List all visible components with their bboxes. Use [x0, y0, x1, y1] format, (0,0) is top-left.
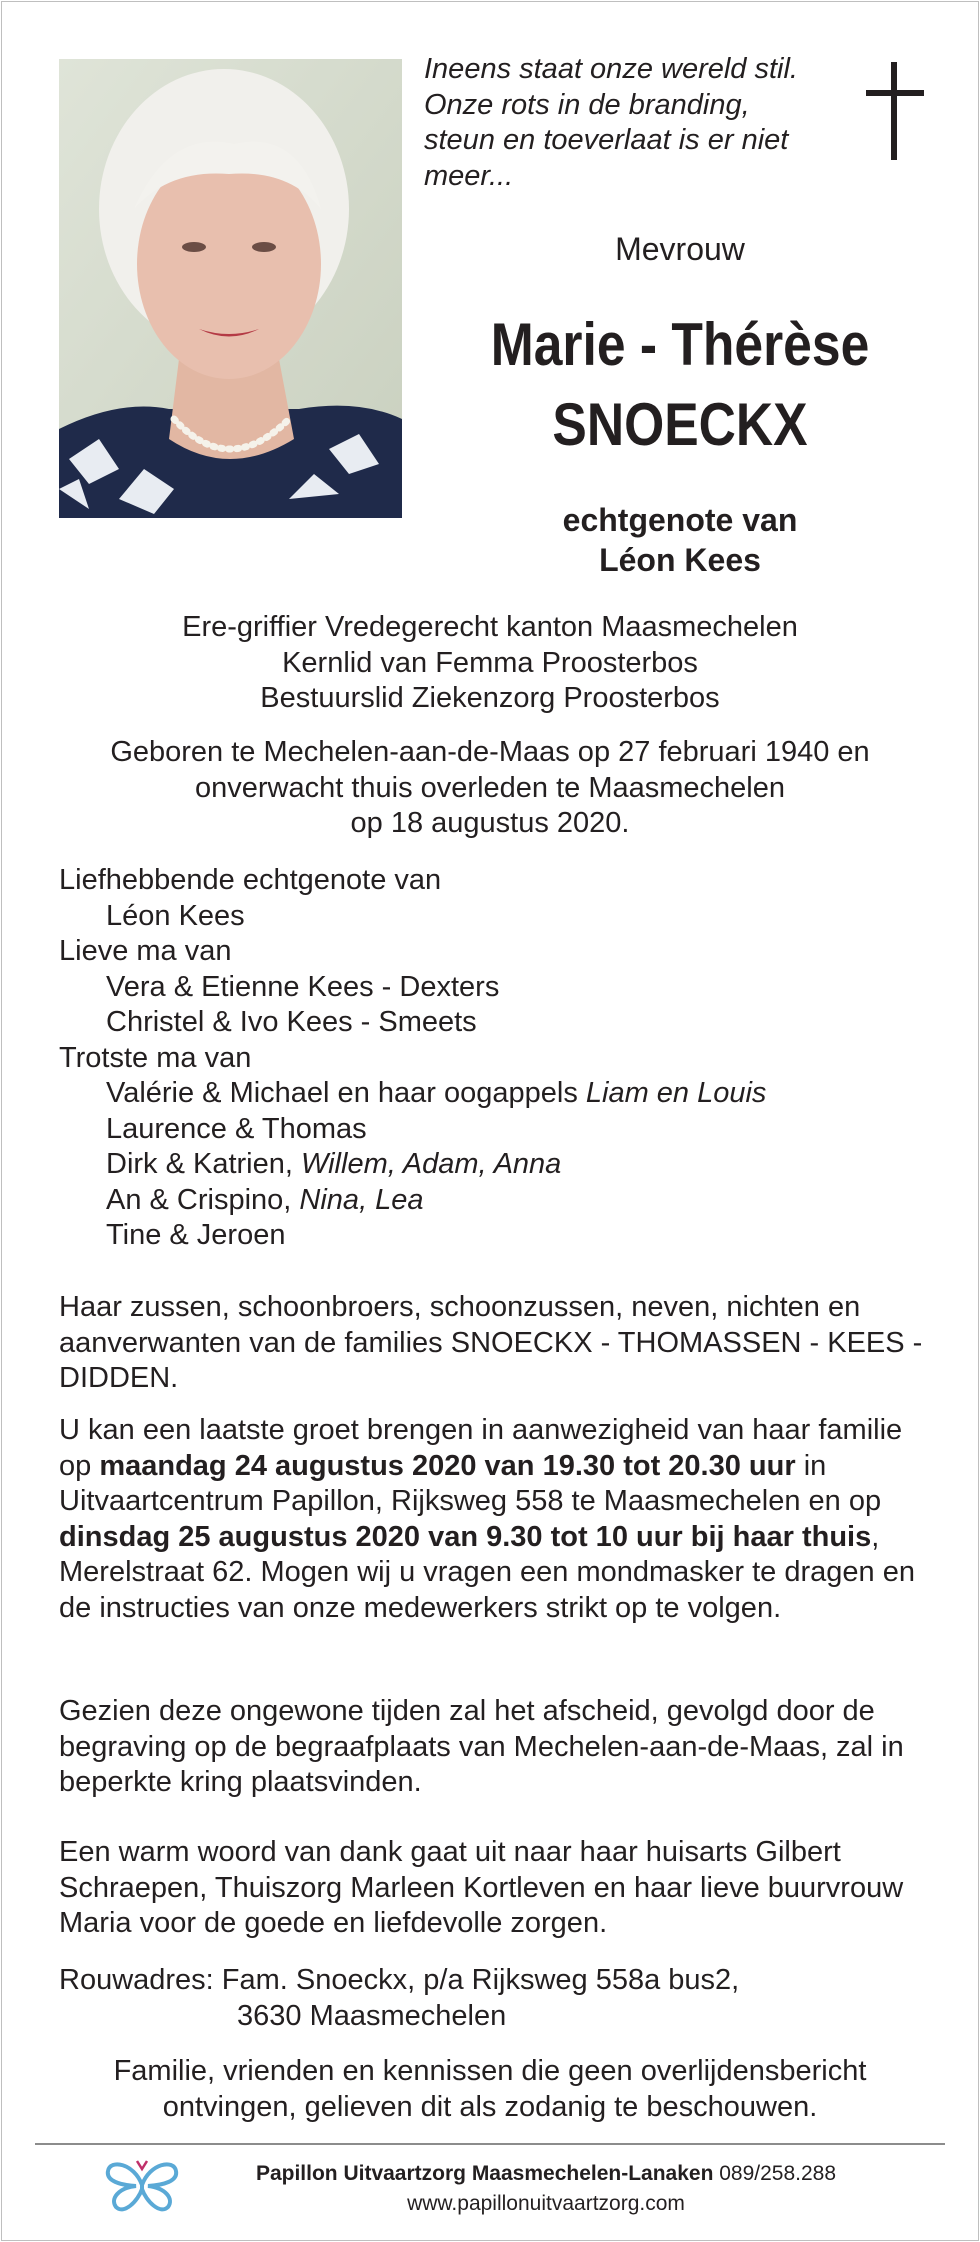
function-line: Kernlid van Femma Proosterbos — [282, 646, 698, 679]
relatives-paragraph: Haar zussen, schoonbroers, schoonzussen, neven, nichten en aanverwanten van de families SNOECKX - THOMASSEN - KEES - DIDDEN. — [59, 1291, 923, 1394]
poem — [424, 52, 854, 194]
closing-note — [60, 2054, 920, 2125]
spouse-label: echtgenote van — [562, 502, 798, 538]
footer-divider — [35, 2143, 945, 2145]
spouse-name: Léon Kees — [599, 542, 761, 578]
company-website[interactable]: www.papillonuitvaartzorg.com — [407, 2192, 685, 2215]
salutation: Mevrouw — [615, 231, 745, 267]
family-member: Vera & Etienne Kees - Dexters — [106, 970, 500, 1003]
address-line: Rouwadres: Fam. Snoeckx, p/a Rijksweg 558a bus2, — [59, 1964, 740, 1996]
family-heading: Lieve ma van — [59, 935, 232, 967]
born-line: onverwacht thuis overleden te Maasmechelen — [195, 771, 785, 804]
closing-line: Familie, vrienden en kennissen die geen overlijdensbericht — [113, 2055, 867, 2087]
last-name: SNOECKX — [552, 391, 808, 458]
poem-line: steun en toeverlaat is er niet — [424, 124, 789, 156]
company-phone: 089/258.288 — [713, 2162, 837, 2185]
birth-death-info — [60, 735, 920, 842]
portrait-photo — [59, 59, 402, 518]
company-name: Papillon Uitvaartzorg Maasmechelen-Lanaken — [255, 2162, 714, 2185]
family-member: Léon Kees — [106, 899, 245, 932]
footer-text — [196, 2159, 896, 2219]
family-member: Valérie & Michael en haar oogappels Liam en Louis — [106, 1077, 767, 1109]
deceased-name — [474, 305, 887, 465]
mourning-address — [59, 1963, 739, 2034]
first-name: Marie - Thérèse — [490, 311, 870, 378]
poem-line: meer... — [424, 159, 514, 192]
function-line: Ere-griffier Vredegerecht kanton Maasmechelen — [182, 611, 798, 643]
function-line: Bestuurslid Ziekenzorg Proosterbos — [260, 682, 720, 714]
farewell-paragraph: Gezien deze ongewone tijden zal het afscheid, gevolgd door de begraving op de begraafplaats van Mechelen-aan-de-Maas, zal in beperkte kring plaatsvinden. — [59, 1695, 904, 1798]
family-list — [59, 863, 939, 1254]
visitation-paragraph: U kan een laatste groet brengen in aanwezigheid van haar familie op maandag 24 augustus 2020 van 19.30 tot 20.30 uur in Uitvaartcentrum Papillon, Rijksweg 558 te Maasmechelen en op dinsdag 25 augustus 2020 van 9.30 tot 10 uur bij haar thuis, Merelstraat 62. Mogen wij u vragen een mondmasker te dragen en de instructies van onze medewerkers strikt op te volgen. — [59, 1414, 915, 1624]
poem-line: Onze rots in de branding, — [424, 88, 750, 121]
family-heading: Liefhebbende echtgenote van — [59, 864, 442, 896]
family-member: Dirk & Katrien, Willem, Adam, Anna — [106, 1148, 562, 1180]
family-member: An & Crispino, Nina, Lea — [106, 1183, 424, 1216]
functions — [60, 610, 920, 717]
family-member: Christel & Ivo Kees - Smeets — [106, 1006, 477, 1038]
thanks-paragraph: Een warm woord van dank gaat uit naar haar huisarts Gilbert Schraepen, Thuiszorg Marleen Kortleven en haar lieve buurvrouw Maria voor de goede en liefdevolle zorgen. — [59, 1836, 904, 1939]
family-member: Laurence & Thomas — [106, 1112, 367, 1145]
family-heading: Trotste ma van — [59, 1041, 252, 1074]
closing-line: ontvingen, gelieven dit als zodanig te beschouwen. — [162, 2090, 818, 2123]
butterfly-logo-icon — [104, 2155, 180, 2215]
family-member: Tine & Jeroen — [106, 1219, 286, 1251]
born-line: op 18 augustus 2020. — [350, 807, 630, 839]
poem-line: Ineens staat onze wereld stil. — [424, 53, 798, 85]
born-line: Geboren te Mechelen-aan-de-Maas op 27 februari 1940 en — [110, 736, 870, 768]
spouse-line — [450, 500, 910, 580]
footer-company-line — [196, 2159, 896, 2189]
address-line: 3630 Maasmechelen — [237, 1999, 507, 2032]
cross-icon — [866, 62, 924, 160]
